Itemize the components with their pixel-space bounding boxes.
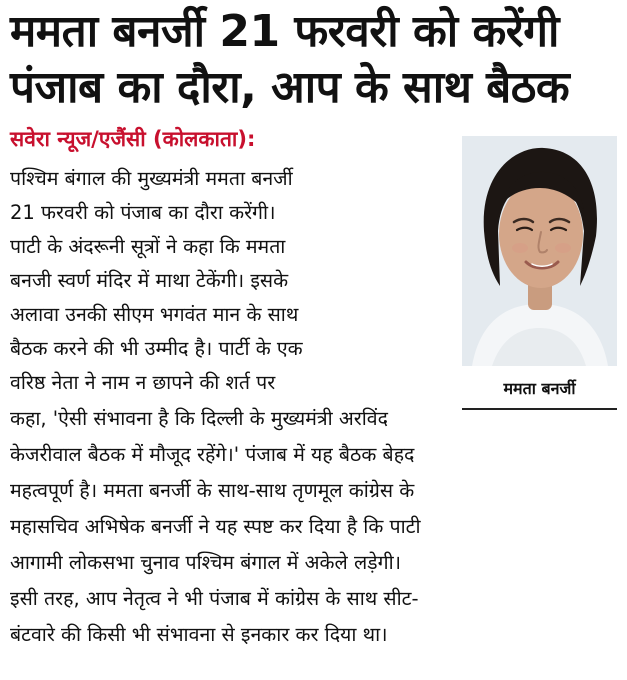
portrait-photo: [462, 136, 617, 366]
body-line: महत्वपूर्ण है। ममता बनर्जी के साथ-साथ तृणमूल कांग्रेस के: [10, 479, 415, 502]
headline: [10, 4, 617, 116]
photo-caption: ममता बनर्जी: [503, 379, 576, 398]
portrait-illustration: [462, 136, 617, 366]
body-line: कहा, 'ऐसी संभावना है कि दिल्ली के मुख्यमंत्री अरविंद: [10, 407, 389, 430]
body-line: महासचिव अभिषेक बनर्जी ने यह स्पष्ट कर दिया है कि पाटी: [10, 515, 421, 538]
body-line: केजरीवाल बैठक में मौजूद रहेंगे।' पंजाब में यह बैठक बेहद: [10, 443, 415, 466]
body-line: पश्चिम बंगाल की मुख्यमंत्री ममता बनर्जी: [10, 167, 293, 190]
body-line: बैठक करने की भी उम्मीद है। पार्टी के एक: [10, 337, 303, 360]
body-line: पाटी के अंदरूनी सूत्रों ने कहा कि ममता: [10, 235, 286, 258]
headline-line-2: पंजाब का दौरा, आप के साथ बैठक: [10, 62, 570, 113]
body-line: इसी तरह, आप नेतृत्व ने भी पंजाब में कांग्रेस के साथ सीट-: [10, 587, 419, 610]
body-line: 21 फरवरी को पंजाब का दौरा करेंगी।: [10, 201, 276, 224]
source-dateline: सवेरा न्यूज/एजैंसी (कोलकाता):: [10, 127, 256, 151]
headline-line-1: ममता बनर्जी 21 फरवरी को करेंगी: [10, 6, 559, 57]
body-line: बनजी स्वर्ण मंदिर में माथा टेकेंगी। इसके: [10, 269, 289, 292]
body-line: आगामी लोकसभा चुनाव पश्चिम बंगाल में अकेले लड़ेगी।: [10, 551, 402, 574]
body-line: अलावा उनकी सीएम भगवंत मान के साथ: [10, 303, 299, 326]
body-line: बंटवारे की किसी भी संभावना से इनकार कर दिया था।: [10, 623, 388, 646]
body-line: वरिष्ठ नेता ने नाम न छापने की शर्त पर: [10, 371, 276, 394]
